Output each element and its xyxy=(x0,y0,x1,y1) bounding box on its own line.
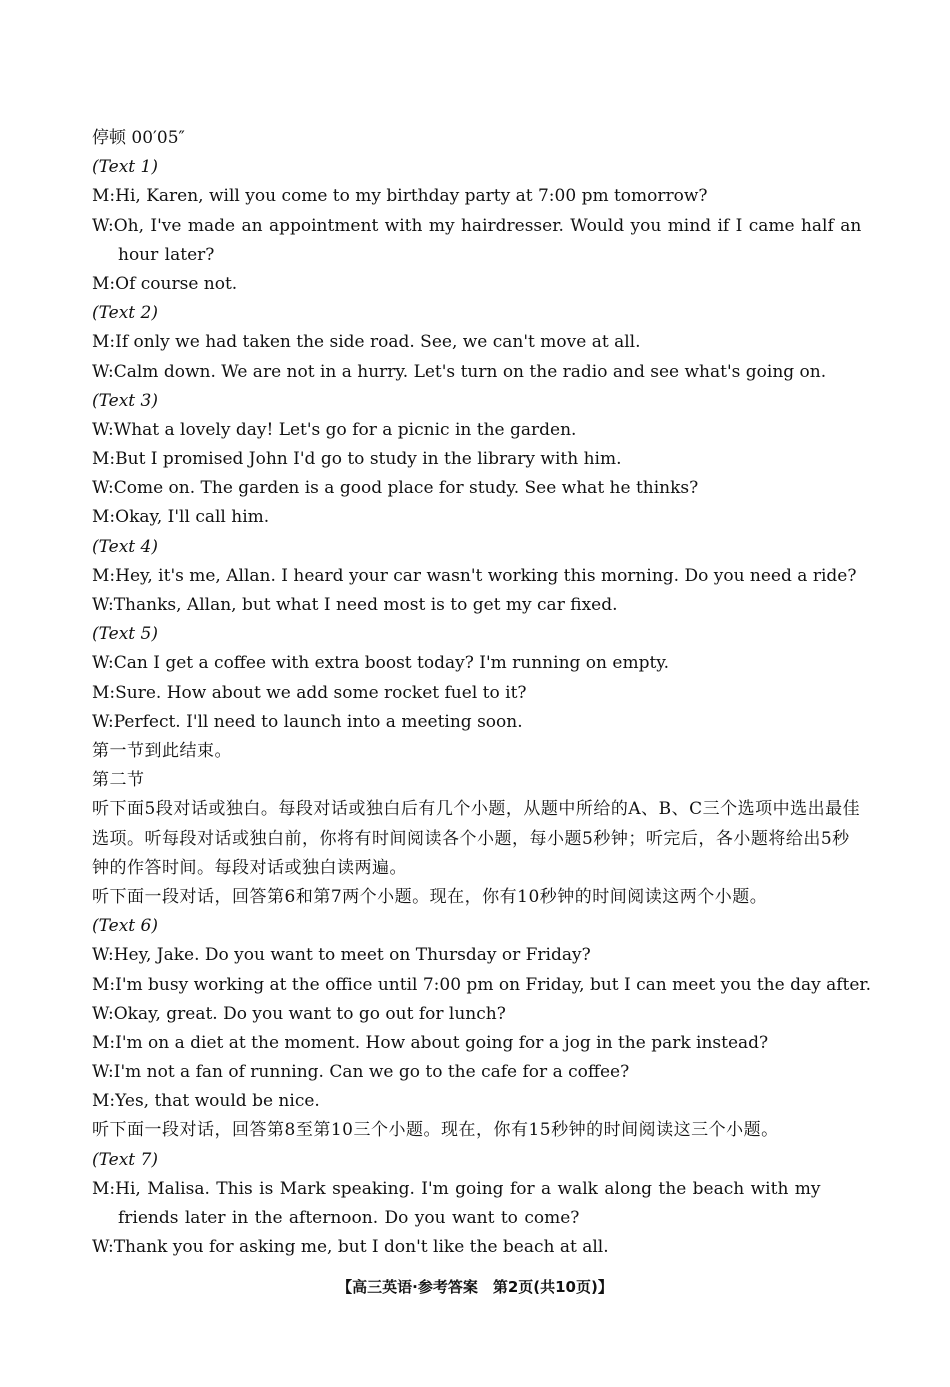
dialogue-line: W:Oh, I've made an appointment with my hairdresser. Would you mind if I came half an hour later? xyxy=(92,215,862,265)
dialogue-line: W:Calm down. We are not in a hurry. Let's turn on the radio and see what's going on. xyxy=(92,361,827,382)
dialogue-line: M:If only we had taken the side road. See, we can't move at all. xyxy=(92,332,641,353)
dialogue-line: M:I'm busy working at the office until 7:00 pm on Friday, but I can meet you the day after. xyxy=(92,974,872,995)
dialogue-line: M:Of course not. xyxy=(92,273,238,294)
text-section-label: (Text 7) xyxy=(92,1149,158,1170)
pause-marker: 停顿 00′05″ xyxy=(92,128,185,148)
text-section-label: (Text 2) xyxy=(92,303,158,324)
dialogue-line: W:Perfect. I'll need to launch into a meeting soon. xyxy=(92,711,523,732)
dialogue-line: M:I'm on a diet at the moment. How about going for a jog in the park instead? xyxy=(92,1032,769,1053)
instruction-line: 听下面一段对话，回答第6和第7两个小题。现在，你有10秒钟的时间阅读这两个小题。 xyxy=(92,886,768,907)
dialogue-line: M:Sure. How about we add some rocket fuel to it? xyxy=(92,682,527,703)
dialogue-line: M:Hi, Karen, will you come to my birthday party at 7:00 pm tomorrow? xyxy=(92,186,708,207)
dialogue-line: M:Okay, I'll call him. xyxy=(92,507,270,528)
dialogue-line: W:What a lovely day! Let's go for a picnic in the garden. xyxy=(92,419,577,440)
text-section-label: (Text 5) xyxy=(92,624,158,645)
dialogue-line: W:Thanks, Allan, but what I need most is to get my car fixed. xyxy=(92,595,618,616)
dialogue-line: W:Can I get a coffee with extra boost today? I'm running on empty. xyxy=(92,653,670,674)
page-footer: 【高三英语·参考答案 第2页(共10页)】 xyxy=(337,1278,613,1296)
instruction-line: 听下面一段对话，回答第8至第10三个小题。现在，你有15秒钟的时间阅读这三个小题。 xyxy=(92,1120,779,1141)
dialogue-line: W:Okay, great. Do you want to go out for lunch? xyxy=(92,1003,506,1024)
dialogue-line: M:Hey, it's me, Allan. I heard your car wasn't working this morning. Do you need a ride? xyxy=(92,565,857,586)
text-section-label: (Text 3) xyxy=(92,390,158,411)
instruction-line: 第二节 xyxy=(92,770,145,791)
dialogue-line: W:I'm not a fan of running. Can we go to the cafe for a coffee? xyxy=(92,1062,630,1083)
dialogue-line: M:But I promised John I'd go to study in the library with him. xyxy=(92,449,622,470)
text-section-label: (Text 6) xyxy=(92,916,158,937)
instruction-paragraph: 听下面5段对话或独白。每段对话或独白后有几个小题，从题中所给的A、B、C三个选项中选出最佳选项。听每段对话或独白前，你将有时间阅读各个小题，每小题5秒钟；听完后，各小题将给出5秒钟的作答时间。每段对话或独白读两遍。 xyxy=(92,799,861,878)
dialogue-line: W:Thank you for asking me, but I don't like the beach at all. xyxy=(92,1237,609,1258)
dialogue-line: W:Hey, Jake. Do you want to meet on Thursday or Friday? xyxy=(92,945,591,966)
text-section-label: (Text 4) xyxy=(92,536,158,557)
document-body xyxy=(92,124,872,1262)
instruction-line: 第一节到此结束。 xyxy=(92,740,232,761)
dialogue-line: M:Hi, Malisa. This is Mark speaking. I'm going for a walk along the beach with my friends later in the afternoon. Do you want to come? xyxy=(92,1178,821,1229)
text-section-label: (Text 1) xyxy=(92,157,158,178)
dialogue-line: W:Come on. The garden is a good place for study. See what he thinks? xyxy=(92,478,699,499)
dialogue-line: M:Yes, that would be nice. xyxy=(92,1091,320,1112)
